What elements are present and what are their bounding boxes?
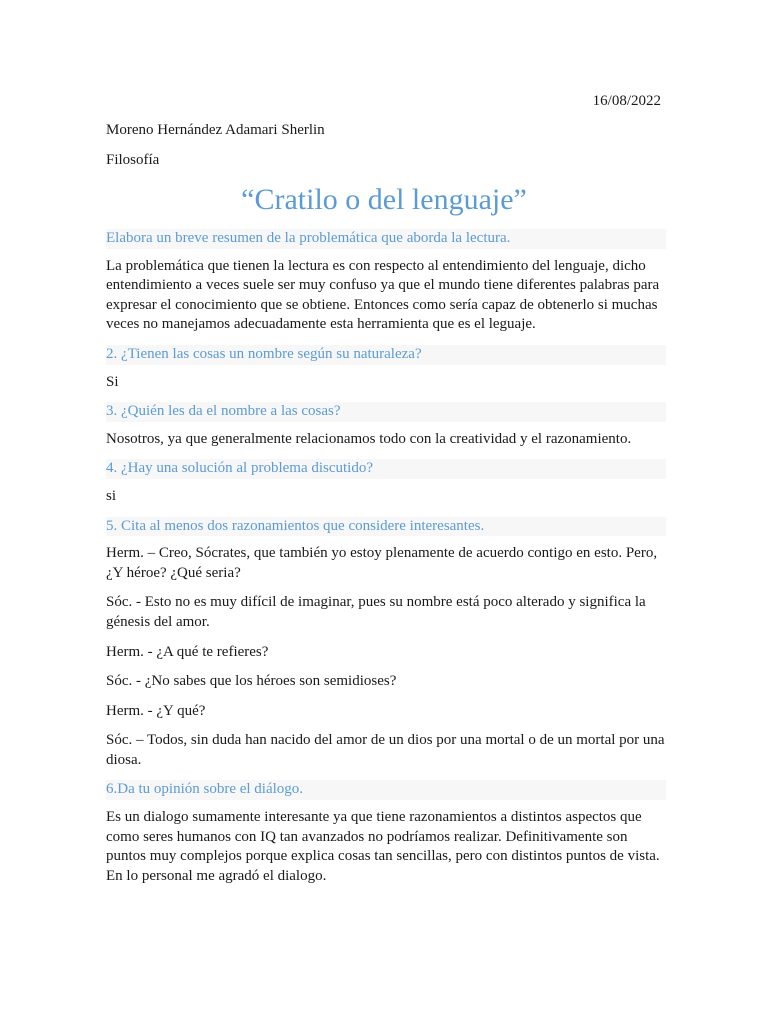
answer-4: si (106, 487, 117, 504)
question-5: 5. Cita al menos dos razonamientos que considere interesantes. (106, 517, 666, 537)
dialogue-line-1: Herm. – Creo, Sócrates, que también yo estoy plenamente de acuerdo contigo en esto. Pero, ¿Y héroe? ¿Qué seria? (106, 545, 658, 581)
question-2: 2. ¿Tienen las cosas un nombre según su naturaleza? (106, 345, 666, 365)
answer-3: Nosotros, ya que generalmente relacionamos todo con la creatividad y el razonamiento. (106, 430, 632, 447)
question-3: 3. ¿Quién les da el nombre a las cosas? (106, 402, 666, 422)
subject-name: Filosofía (106, 152, 160, 168)
dialogue-line-3: Herm. - ¿A qué te refieres? (106, 643, 269, 660)
dialogue-line-4: Sóc. - ¿No sabes que los héroes son semidioses? (106, 673, 397, 690)
answer-6: Es un dialogo sumamente interesante ya que tiene razonamientos a distintos aspectos que como seres humanos con IQ tan avanzados no podríamos realizar. Definitivamente son puntos muy complejos porque explica cosas tan sencillas, pero con distintos puntos de vista. En lo personal me agradó el dialogo. (106, 809, 660, 884)
document-title: “Cratilo o del lenguaje” (241, 183, 527, 216)
document-body (106, 229, 666, 896)
answer-1: La problemática que tienen la lectura es con respecto al entendimiento del lenguaje, dicho entendimiento a veces suele ser muy confuso ya que el mundo tiene diferentes palabras para expresar el conocimiento que se obtiene. Entonces como sería capaz de obtenerlo si muchas veces no manejamos adecuadamente esta herramienta que es el leguaje. (106, 257, 660, 333)
document-date: 16/08/2022 (592, 93, 661, 109)
question-1: Elabora un breve resumen de la problemática que aborda la lectura. (106, 229, 666, 249)
dialogue-line-5: Herm. - ¿Y qué? (106, 702, 206, 719)
question-6: 6.Da tu opinión sobre el diálogo. (106, 780, 666, 800)
dialogue-line-6: Sóc. – Todos, sin duda han nacido del amor de un dios por una mortal o de un mortal por una diosa. (106, 732, 665, 768)
dialogue-line-2: Sóc. - Esto no es muy difícil de imaginar, pues su nombre está poco alterado y significa la génesis del amor. (106, 594, 646, 630)
question-4: 4. ¿Hay una solución al problema discutido? (106, 459, 666, 479)
author-name: Moreno Hernández Adamari Sherlin (106, 122, 325, 138)
answer-2: Si (106, 373, 119, 390)
